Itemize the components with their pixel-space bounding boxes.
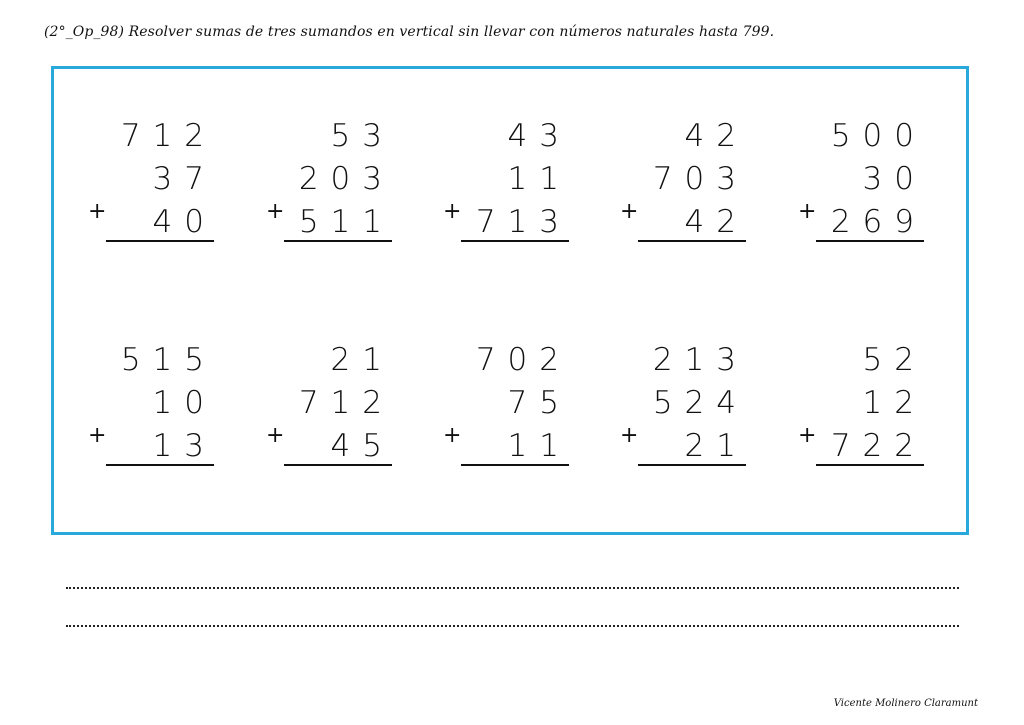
- addend-3: 269: [830, 204, 926, 240]
- sum-line: [638, 464, 746, 466]
- sum-problem-8: [443, 328, 583, 468]
- sum-line: [106, 464, 214, 466]
- addend-1: 500: [830, 118, 926, 154]
- addend-3: 21: [684, 428, 748, 464]
- sum-line: [106, 240, 214, 242]
- author-credit: Vicente Molinero Claramunt: [833, 698, 978, 709]
- sum-problem-5: [798, 104, 938, 244]
- addend-3: 722: [830, 428, 926, 464]
- addend-2: 37: [152, 161, 216, 197]
- plus-sign: +: [266, 423, 285, 448]
- addend-2: 12: [862, 385, 926, 421]
- sum-line: [284, 240, 392, 242]
- exercise-frame: [51, 66, 969, 535]
- plus-sign: +: [443, 199, 462, 224]
- addend-2: 712: [298, 385, 394, 421]
- addend-1: 213: [652, 342, 748, 378]
- plus-sign: +: [620, 199, 639, 224]
- addend-1: 515: [120, 342, 216, 378]
- sum-problem-4: [620, 104, 760, 244]
- addend-2: 203: [298, 161, 394, 197]
- addend-1: 42: [684, 118, 748, 154]
- addend-3: 45: [330, 428, 394, 464]
- sum-line: [816, 464, 924, 466]
- answer-line-1: [66, 587, 959, 589]
- addend-2: 10: [152, 385, 216, 421]
- addend-2: 75: [507, 385, 571, 421]
- sum-problem-9: [620, 328, 760, 468]
- addend-1: 52: [862, 342, 926, 378]
- plus-sign: +: [88, 199, 107, 224]
- addend-2: 11: [507, 161, 571, 197]
- answer-line-2: [66, 625, 959, 627]
- plus-sign: +: [798, 199, 817, 224]
- sum-problem-7: [266, 328, 406, 468]
- page-title: (2°_Op_98) Resolver sumas de tres sumandos en vertical sin llevar con números naturales hasta 799.: [44, 24, 775, 40]
- addend-3: 40: [152, 204, 216, 240]
- addend-1: 21: [330, 342, 394, 378]
- sum-problem-3: [443, 104, 583, 244]
- plus-sign: +: [266, 199, 285, 224]
- sum-line: [461, 240, 569, 242]
- sum-line: [284, 464, 392, 466]
- addend-2: 30: [862, 161, 926, 197]
- sum-problem-1: [88, 104, 228, 244]
- plus-sign: +: [620, 423, 639, 448]
- addend-3: 511: [298, 204, 394, 240]
- sum-line: [816, 240, 924, 242]
- addend-3: 11: [507, 428, 571, 464]
- addend-1: 712: [120, 118, 216, 154]
- plus-sign: +: [798, 423, 817, 448]
- addend-1: 53: [330, 118, 394, 154]
- addend-2: 524: [652, 385, 748, 421]
- sum-line: [638, 240, 746, 242]
- addend-1: 702: [475, 342, 571, 378]
- sum-problem-6: [88, 328, 228, 468]
- plus-sign: +: [88, 423, 107, 448]
- addend-3: 713: [475, 204, 571, 240]
- addend-3: 42: [684, 204, 748, 240]
- addend-2: 703: [652, 161, 748, 197]
- sum-problem-10: [798, 328, 938, 468]
- plus-sign: +: [443, 423, 462, 448]
- addend-1: 43: [507, 118, 571, 154]
- addend-3: 13: [152, 428, 216, 464]
- sum-line: [461, 464, 569, 466]
- sum-problem-2: [266, 104, 406, 244]
